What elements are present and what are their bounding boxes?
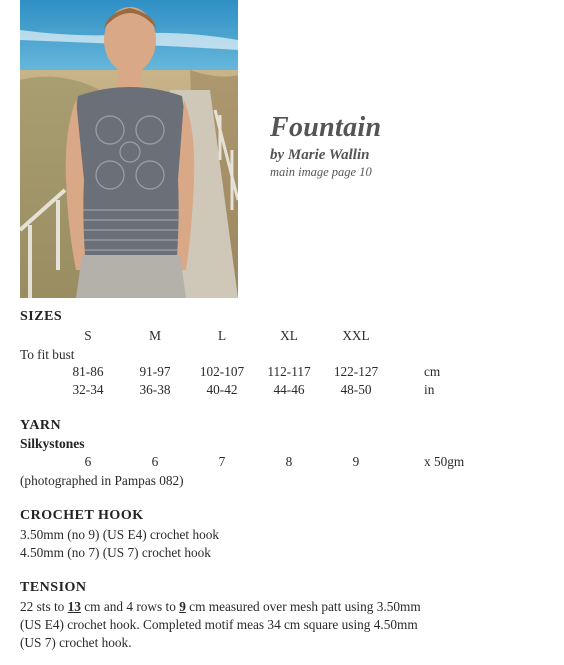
tension-part: cm measured over mesh patt using 3.50mm bbox=[185, 599, 421, 614]
image-note: main image page 10 bbox=[270, 165, 372, 179]
tension-part: cm and 4 rows to bbox=[80, 599, 180, 614]
cm-unit: cm bbox=[424, 364, 441, 379]
yarn-qty: 8 bbox=[285, 454, 293, 469]
tension-part: 22 sts to bbox=[20, 599, 68, 614]
yarn-heading: YARN bbox=[20, 418, 62, 433]
bust-cm: 81-86 bbox=[72, 364, 104, 379]
sizes-heading: SIZES bbox=[20, 309, 63, 324]
in-unit: in bbox=[424, 382, 435, 397]
title-block bbox=[270, 112, 381, 180]
yarn-photo-note: (photographed in Pampas 082) bbox=[20, 473, 184, 488]
hook-line: 4.50mm (no 7) (US 7) crochet hook bbox=[20, 545, 211, 560]
tension-heading: TENSION bbox=[20, 580, 87, 595]
yarn-name: Silkystones bbox=[20, 436, 85, 451]
size-label: S bbox=[84, 328, 92, 343]
yarn-qty: 6 bbox=[84, 454, 92, 469]
bust-cm: 112-117 bbox=[267, 364, 311, 379]
model-photo bbox=[20, 0, 238, 298]
size-label: M bbox=[149, 328, 161, 343]
tension-line: (US 7) crochet hook. bbox=[20, 635, 132, 650]
bust-in: 48-50 bbox=[340, 382, 372, 397]
yarn-qty: 9 bbox=[352, 454, 360, 469]
size-label: XXL bbox=[342, 328, 370, 343]
tension-text bbox=[20, 598, 480, 652]
bust-cm: 102-107 bbox=[199, 364, 245, 379]
tension-line: (US E4) crochet hook. Completed motif meas 34 cm square using 4.50mm bbox=[20, 617, 418, 632]
tension-stitch-cm: 13 bbox=[67, 599, 81, 614]
bust-cm: 91-97 bbox=[139, 364, 171, 379]
yarn-qty: 7 bbox=[218, 454, 226, 469]
designer-byline: by Marie Wallin bbox=[270, 147, 370, 163]
hook-heading: CROCHET HOOK bbox=[20, 508, 144, 523]
bust-in: 36-38 bbox=[139, 382, 171, 397]
bust-in: 32-34 bbox=[72, 382, 104, 397]
size-label: XL bbox=[280, 328, 298, 343]
yarn-qty: 6 bbox=[151, 454, 159, 469]
bust-cm: 122-127 bbox=[333, 364, 379, 379]
hook-line: 3.50mm (no 9) (US E4) crochet hook bbox=[20, 527, 220, 542]
bust-in: 40-42 bbox=[206, 382, 238, 397]
fit-bust-label: To fit bust bbox=[20, 347, 75, 362]
bust-in: 44-46 bbox=[273, 382, 305, 397]
yarn-unit: x 50gm bbox=[424, 454, 465, 469]
tension-row-cm: 9 bbox=[179, 599, 186, 614]
pattern-title: Fountain bbox=[270, 112, 382, 143]
size-label: L bbox=[217, 328, 227, 343]
